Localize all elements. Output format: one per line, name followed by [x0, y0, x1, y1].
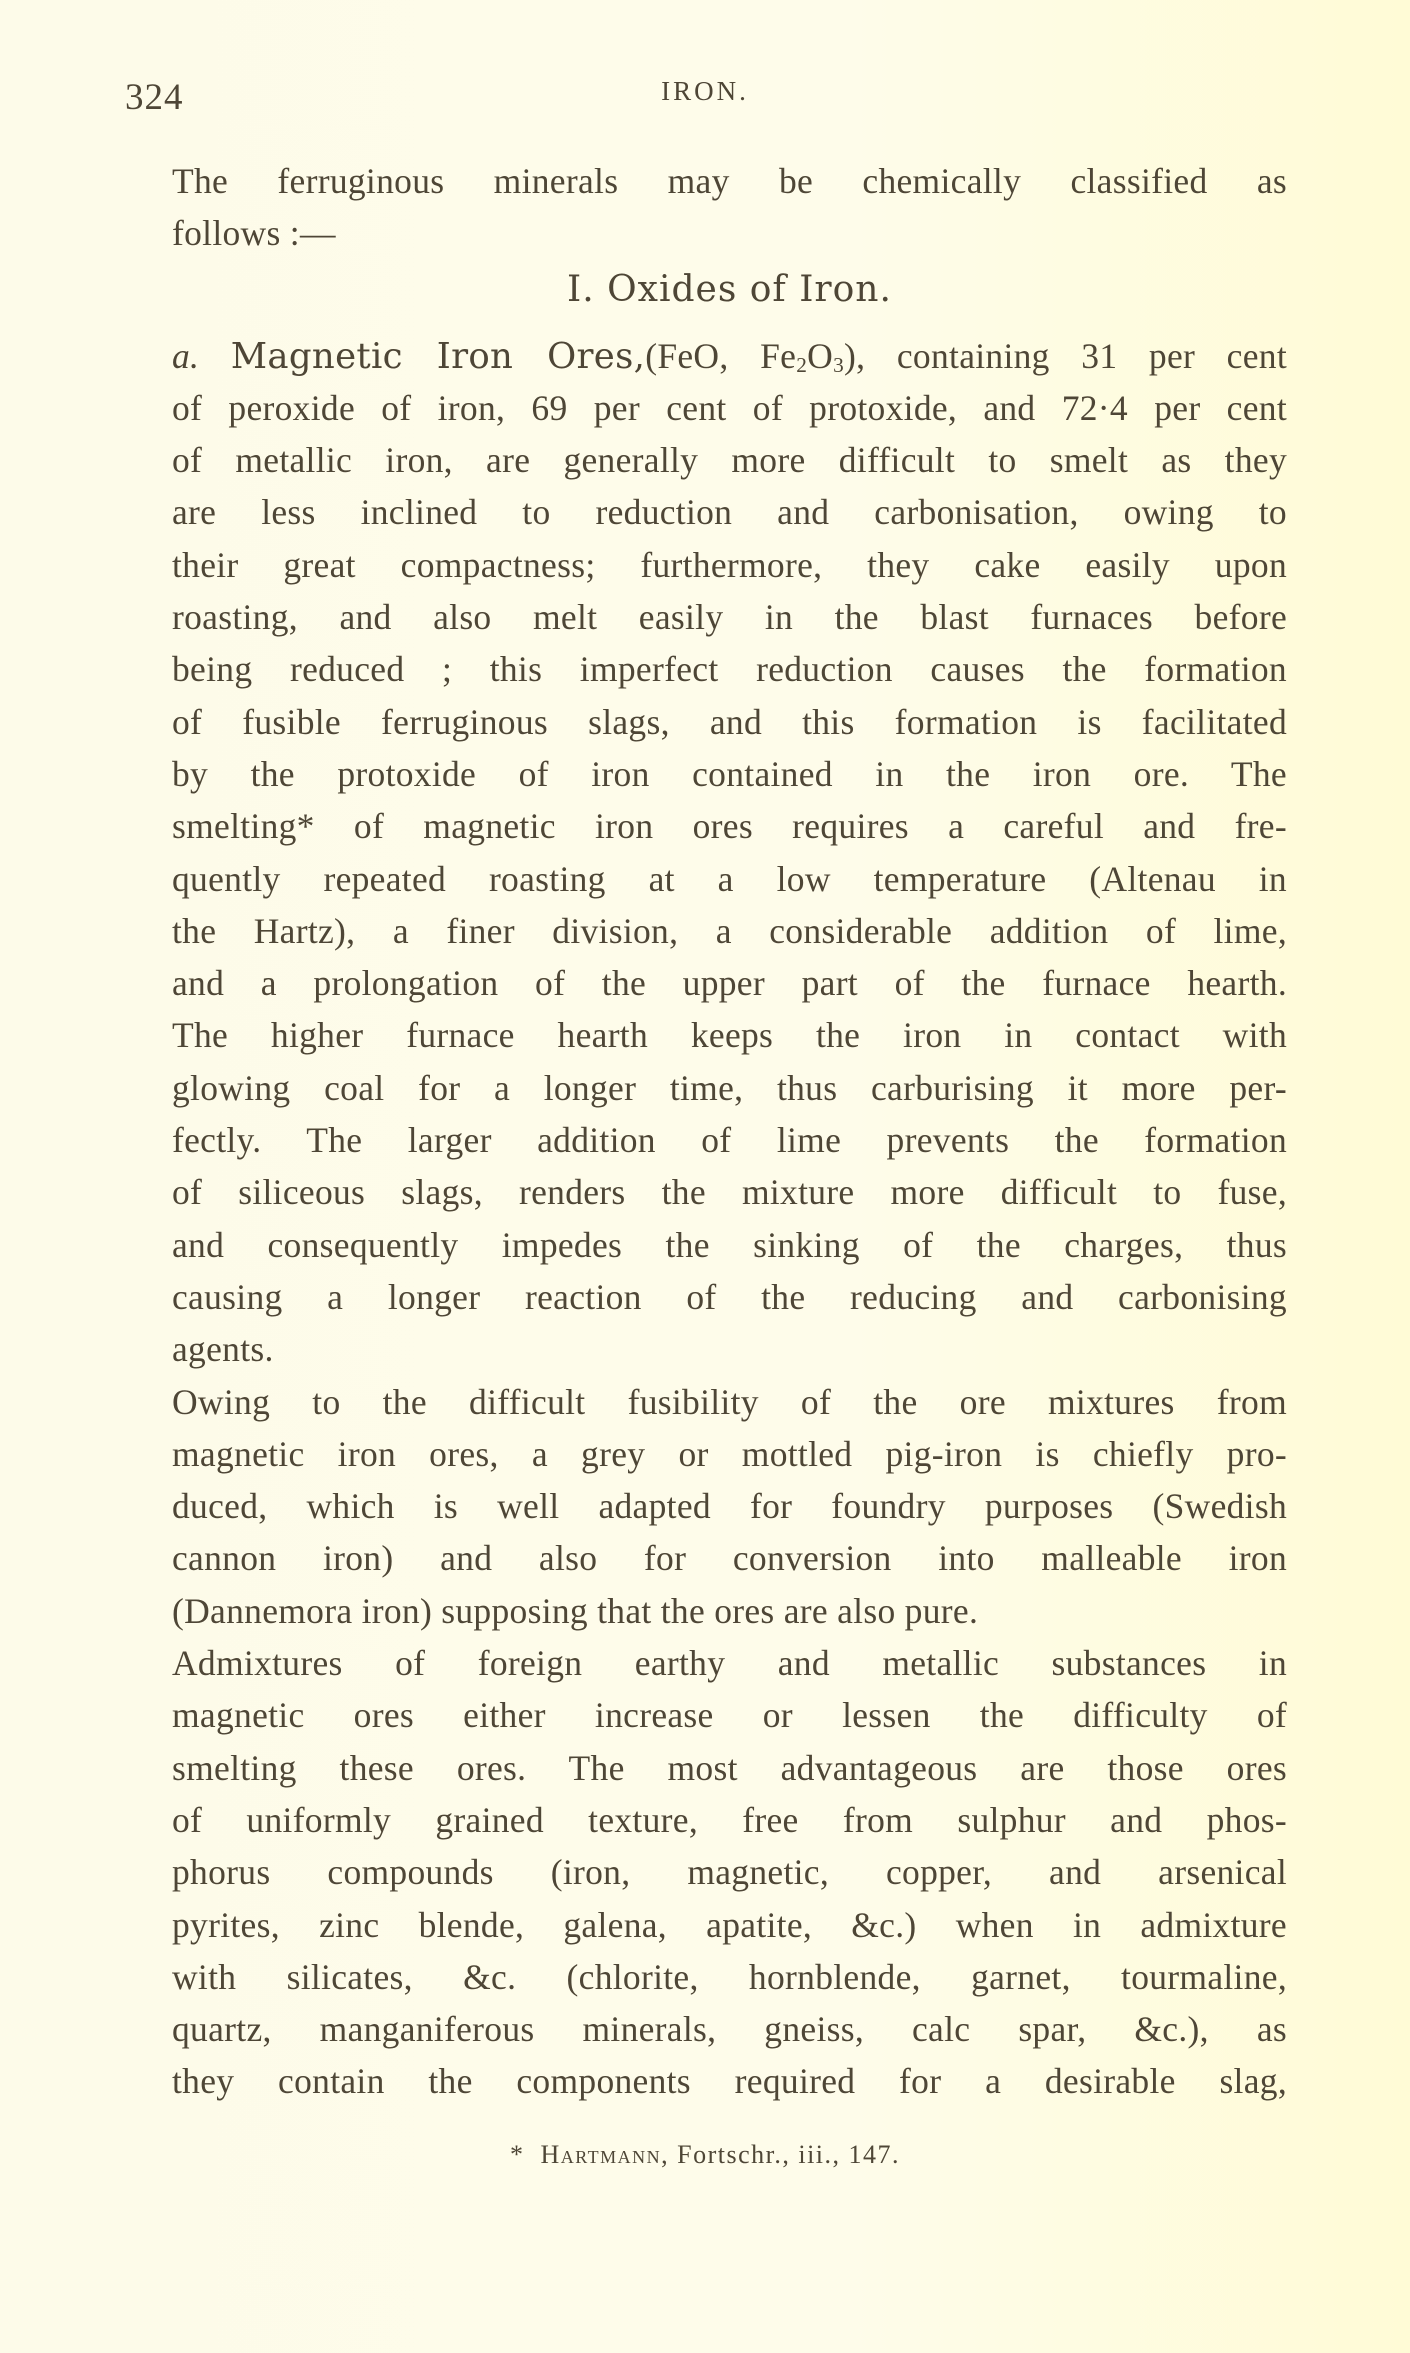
paragraph-line: Admixtures of foreign earthy and metallic substances in [172, 1643, 1287, 1684]
subsection-label: a. [172, 335, 200, 376]
paragraph-line: the Hartz), a finer division, a considerable addition of lime, [172, 910, 1287, 951]
paragraph-line: cannon iron) and also for conversion into malleable iron [172, 1538, 1287, 1579]
paragraph-line: smelting* of magnetic iron ores requires a careful and fre- [172, 806, 1287, 847]
paragraph-line: smelting these ores. The most advantageous are those ores [172, 1747, 1287, 1788]
paragraph-line: they contain the components required for a desirable slag, [172, 2061, 1287, 2102]
paragraph-line: are less inclined to reduction and carbonisation, owing to [172, 492, 1287, 533]
paragraph-line: and consequently impedes the sinking of the charges, thus [172, 1224, 1287, 1265]
paragraph-line: pyrites, zinc blende, galena, apatite, &c.) when in admixture [172, 1904, 1287, 1945]
paragraph-line: quartz, manganiferous minerals, gneiss, calc spar, &c.), as [172, 2009, 1287, 2050]
footnote-citation: , Fortschr., iii., 147. [661, 2140, 901, 2169]
paragraph-line: duced, which is well adapted for foundry purposes (Swedish [172, 1486, 1287, 1527]
subsection-a-first-line [172, 330, 1287, 382]
section-heading: I. Oxides of Iron. [567, 268, 892, 310]
paragraph-line: their great compactness; furthermore, they cake easily upon [172, 544, 1287, 585]
paragraph-line: magnetic iron ores, a grey or mottled pig-iron is chiefly pro- [172, 1433, 1287, 1474]
paragraph-line: with silicates, &c. (chlorite, hornblende, garnet, tourmaline, [172, 1956, 1287, 1997]
intro-line: The ferruginous minerals may be chemically classified as [172, 161, 1287, 201]
intro-line: follows :— [172, 213, 336, 254]
footnote-marker: * [509, 2140, 525, 2169]
body-text [172, 155, 1287, 2108]
paragraph-line: being reduced ; this imperfect reduction causes the formation [172, 649, 1287, 690]
paragraph-line: of fusible ferruginous slags, and this formation is facilitated [172, 701, 1287, 742]
paragraph-line: of metallic iron, are generally more difficult to smelt as they [172, 440, 1287, 481]
footnote-author: Hartmann [540, 2140, 662, 2169]
paragraph-line: Owing to the difficult fusibility of the ore mixtures from [172, 1381, 1287, 1422]
running-head [0, 72, 1410, 122]
subsection-title: Magnetic Iron Ores, [230, 335, 646, 377]
paragraph-line: quently repeated roasting at a low temperature (Altenau in [172, 858, 1287, 899]
paragraph-line: roasting, and also melt easily in the blast furnaces before [172, 597, 1287, 638]
paragraph-line: of uniformly grained texture, free from sulphur and phos- [172, 1799, 1287, 1840]
paragraph-line: fectly. The larger addition of lime prevents the formation [172, 1120, 1287, 1161]
page-number: 324 [125, 77, 184, 118]
footnote [0, 2140, 1410, 2170]
chemical-formula: (FeO, $Fe_2O_3$), [645, 335, 866, 377]
running-title: IRON. [661, 76, 749, 106]
paragraph-line: (Dannemora iron) supposing that the ores are also pure. [172, 1590, 979, 1631]
paragraph-line: of peroxide of iron, 69 per cent of protoxide, and 72·4 per cent [172, 387, 1287, 428]
paragraph-line: glowing coal for a longer time, thus carburising it more per- [172, 1067, 1287, 1108]
paragraph-line: by the protoxide of iron contained in the iron ore. The [172, 753, 1287, 794]
subsection-first-line-rest: containing 31 per cent [896, 335, 1287, 376]
paragraph-line: of siliceous slags, renders the mixture more difficult to fuse, [172, 1172, 1287, 1213]
paragraph-line: phorus compounds (iron, magnetic, copper, and arsenical [172, 1852, 1287, 1893]
paragraph-line: agents. [172, 1329, 274, 1370]
paragraph-line: causing a longer reaction of the reducing and carbonising [172, 1276, 1287, 1317]
paragraph-line: The higher furnace hearth keeps the iron in contact with [172, 1015, 1287, 1056]
paragraph-line: magnetic ores either increase or lessen the difficulty of [172, 1695, 1287, 1736]
paragraph-line: and a prolongation of the upper part of the furnace hearth. [172, 963, 1287, 1004]
